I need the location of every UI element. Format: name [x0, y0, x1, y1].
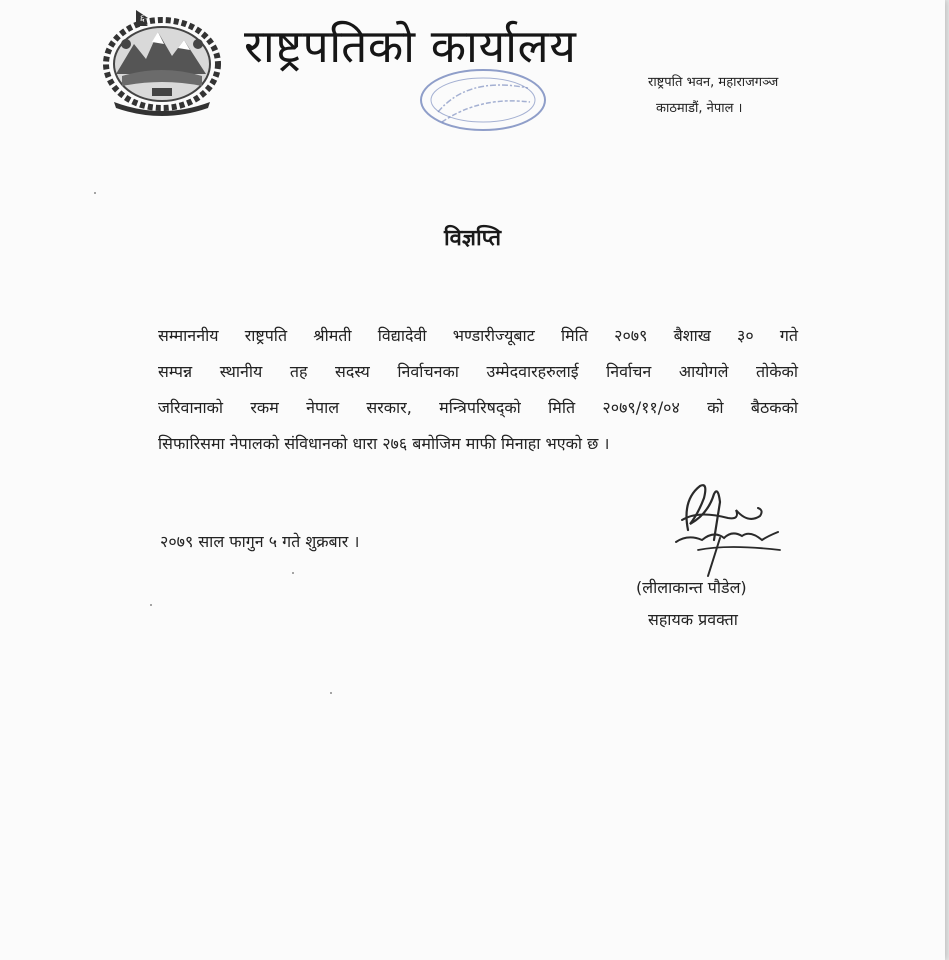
address-line-1: राष्ट्रपति भवन, महाराजगञ्ज: [648, 75, 779, 90]
svg-text:६: ६: [140, 14, 145, 24]
notice-body-line: सम्माननीय राष्ट्रपति श्रीमती विद्यादेवी भण्डारीज्यूबाट मिति २०७९ बैशाख ३० गते: [158, 326, 798, 345]
office-address: [648, 70, 778, 122]
office-seal-stamp-icon: [408, 66, 558, 138]
nepal-coat-of-arms-icon: [96, 4, 228, 118]
notice-body-line: सिफारिसमा नेपालको संविधानको धारा २७६ बमोजिम माफी मिनाहा भएको छ ।: [158, 434, 610, 453]
notice-body-line: जरिवानाको रकम नेपाल सरकार, मन्त्रिपरिषद्को मिति २०७९/११/०४ को बैठकको: [158, 398, 798, 417]
paper-speck: [94, 192, 96, 194]
signer-name: (लीलाकान्त पौडेल): [636, 578, 747, 597]
office-title: राष्ट्रपतिको कार्यालय: [244, 19, 577, 73]
paper-speck: [292, 572, 294, 574]
address-line-2: काठमाडौं, नेपाल ।: [656, 101, 743, 116]
notice-date: २०७९ साल फागुन ५ गते शुक्रबार ।: [160, 532, 360, 551]
notice-heading: विज्ञप्ति: [443, 226, 502, 251]
paper-speck: [150, 604, 152, 606]
notice-body: [158, 318, 798, 462]
signer-title: सहायक प्रवक्ता: [648, 610, 738, 629]
paper-speck: [330, 692, 332, 694]
notice-body-line: सम्पन्न स्थानीय तह सदस्य निर्वाचनका उम्मेदवारहरुलाई निर्वाचन आयोगले तोकेको: [158, 362, 798, 381]
handwritten-signature-icon: [668, 480, 792, 580]
